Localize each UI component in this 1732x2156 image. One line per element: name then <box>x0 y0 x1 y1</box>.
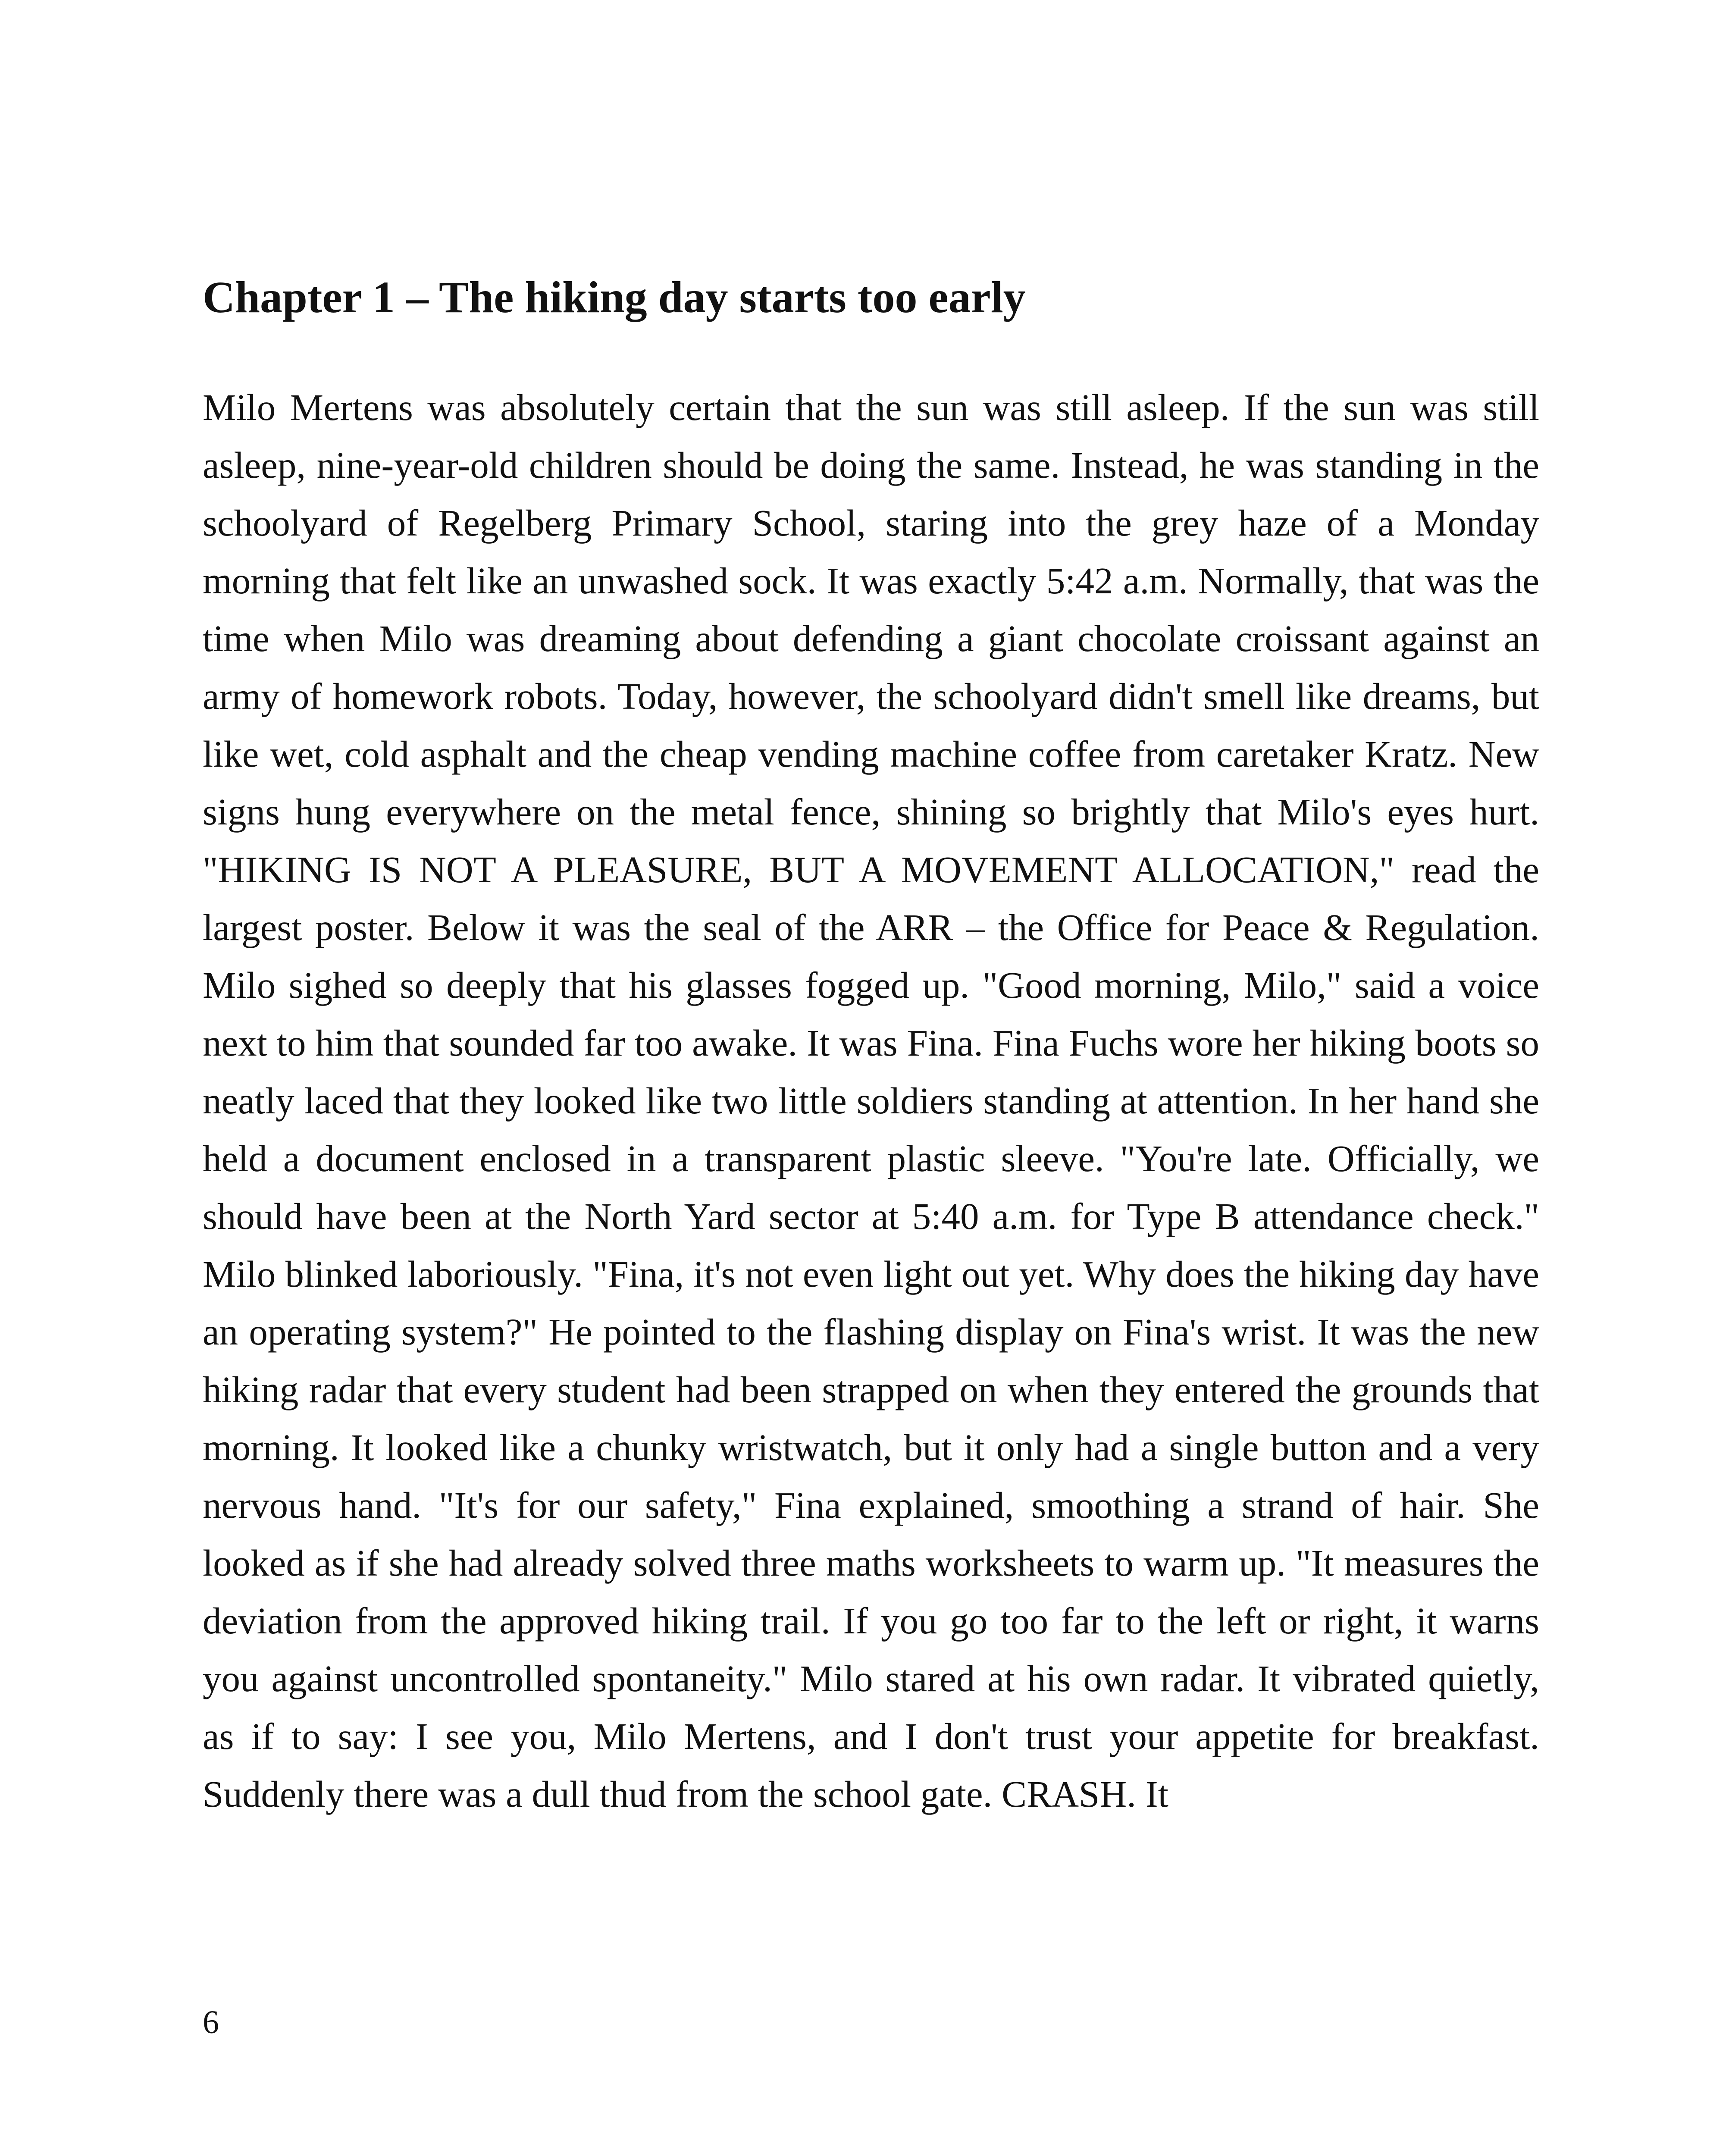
chapter-body-paragraph: Milo Mertens was absolutely certain that the sun was still asleep. If the sun was still asleep, nine-year-old children should be doing the same. Instead, he was standing in the schoolyard of Regelberg Primary School, staring into the grey haze of a Monday morning that felt like an unwashed sock. It was exactly 5:42 a.m. Normally, that was the time when Milo was dreaming about defending a giant chocolate croissant against an army of homework robots. Today, however, the schoolyard didn't smell like dreams, but like wet, cold asphalt and the cheap vending machine coffee from caretaker Kratz. New signs hung everywhere on the metal fence, shining so brightly that Milo's eyes hurt. "HIKING IS NOT A PLEASURE, BUT A MOVEMENT ALLOCATION," read the largest poster. Below it was the seal of the ARR – the Office for Peace & Regulation. Milo sighed so deeply that his glasses fogged up. "Good morning, Milo," said a voice next to him that sounded far too awake. It was Fina. Fina Fuchs wore her hiking boots so neatly laced that they looked like two little soldiers standing at attention. In her hand she held a document enclosed in a transparent plastic sleeve. "You're late. Officially, we should have been at the North Yard sector at 5:40 a.m. for Type B attendance check." Milo blinked laboriously. "Fina, it's not even light out yet. Why does the hiking day have an operating system?" He pointed to the flashing display on Fina's wrist. It was the new hiking radar that every student had been strapped on when they entered the grounds that morning. It looked like a chunky wristwatch, but it only had a single button and a very nervous hand. "It's for our safety," Fina explained, smoothing a strand of hair. She looked as if she had already solved three maths worksheets to warm up. "It measures the deviation from the approved hiking trail. If you go too far to the left or right, it warns you against uncontrolled spontaneity." Milo stared at his own radar. It vibrated quietly, as if to say: I see you, Milo Mertens, and I don't trust your appetite for breakfast. Suddenly there was a dull thud from the school gate. CRASH. It <box>203 386 1539 1815</box>
chapter-title: Chapter 1 – The hiking day starts too early <box>203 273 1026 322</box>
page-number: 6 <box>203 2004 219 2040</box>
